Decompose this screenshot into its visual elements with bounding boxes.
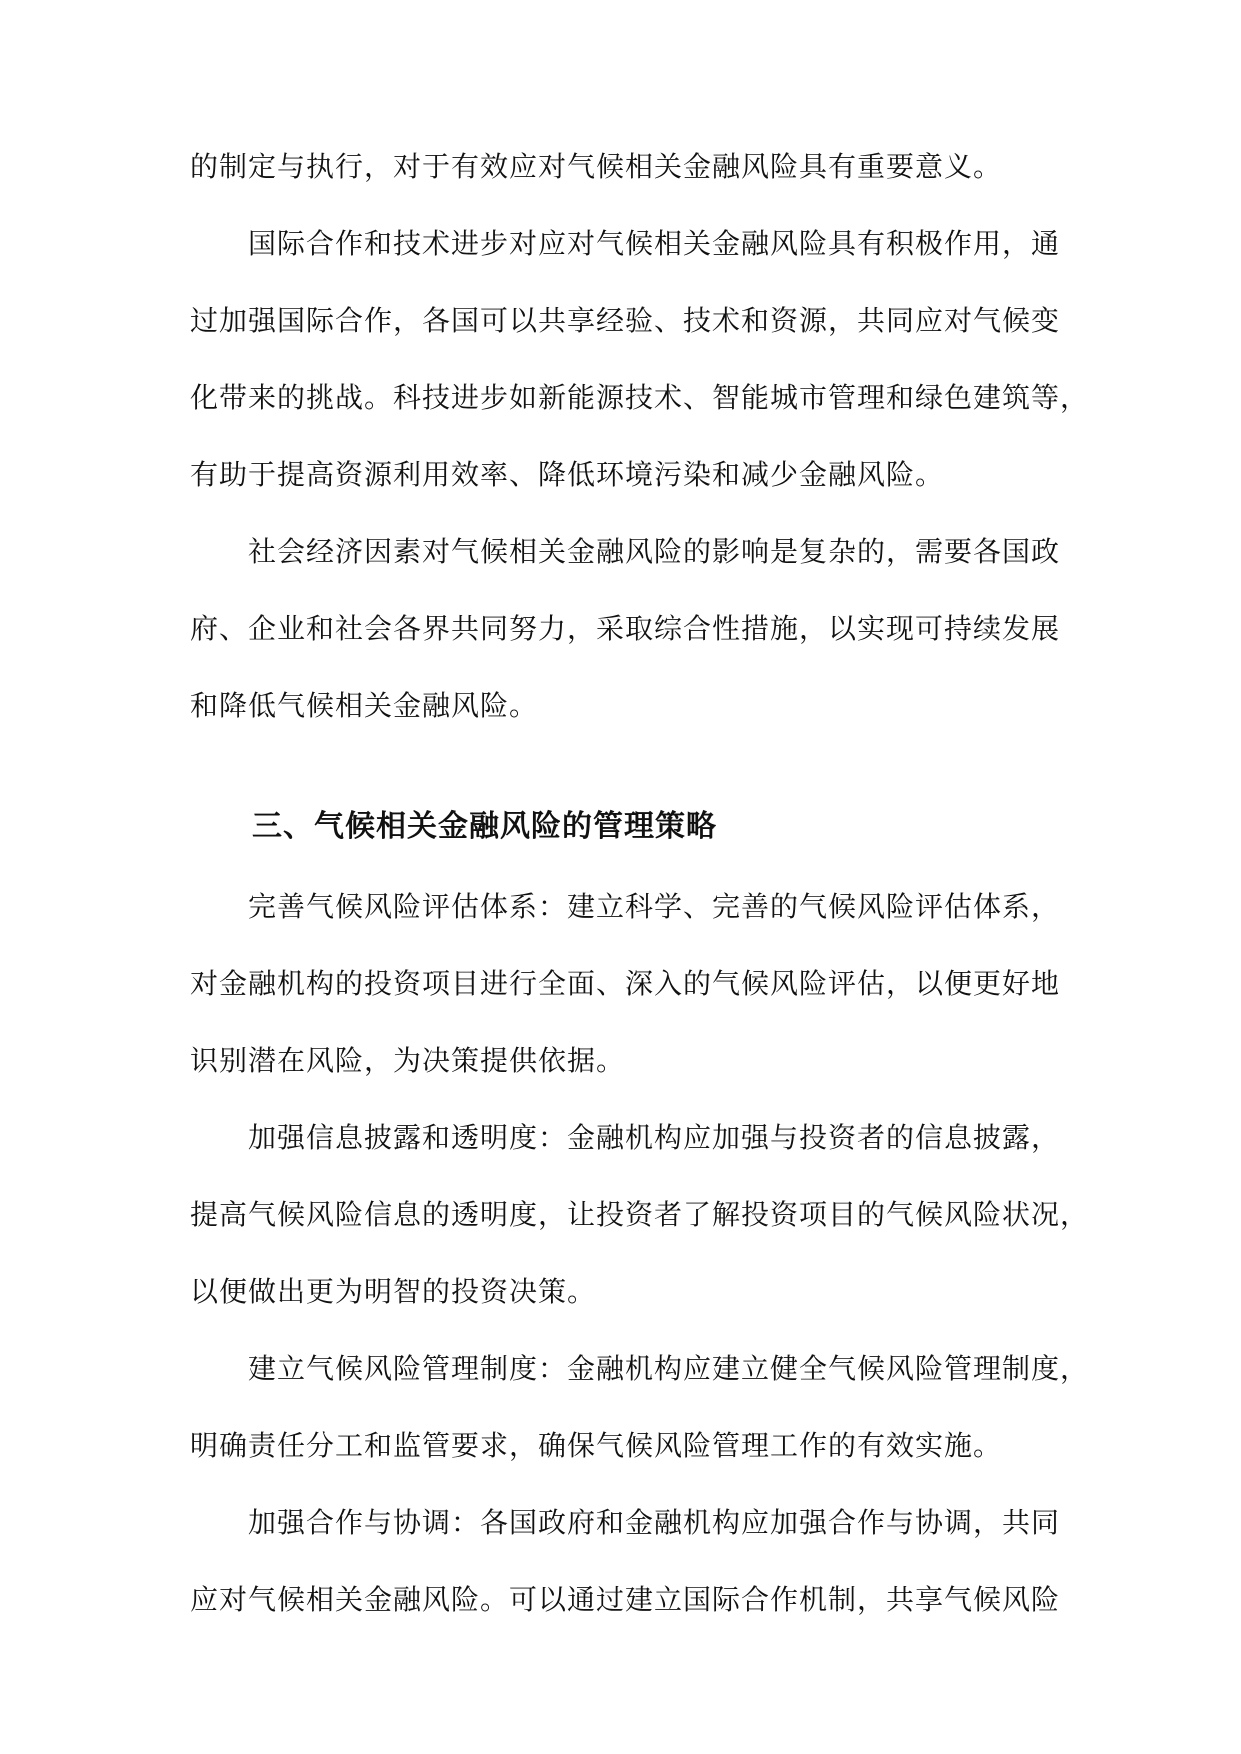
text-line: 过加强国际合作，各国可以共享经验、技术和资源，共同应对气候变 xyxy=(190,304,1061,337)
text-line: 和降低气候相关金融风险。 xyxy=(190,689,539,722)
text-line: 以便做出更为明智的投资决策。 xyxy=(190,1275,597,1308)
text-line: 明确责任分工和监管要求，确保气候风险管理工作的有效实施。 xyxy=(190,1429,1003,1462)
text-line: 加强合作与协调：各国政府和金融机构应加强合作与协调，共同 xyxy=(248,1506,1061,1539)
text-line: 完善气候风险评估体系：建立科学、完善的气候风险评估体系， xyxy=(248,890,1061,923)
text-line: 社会经济因素对气候相关金融风险的影响是复杂的，需要各国政 xyxy=(248,535,1061,568)
text-line: 识别潜在风险，为决策提供依据。 xyxy=(190,1044,626,1077)
text-line: 对金融机构的投资项目进行全面、深入的气候风险评估，以便更好地 xyxy=(190,967,1061,1000)
text-line: 的制定与执行，对于有效应对气候相关金融风险具有重要意义。 xyxy=(190,150,1003,183)
text-line: 国际合作和技术进步对应对气候相关金融风险具有积极作用，通 xyxy=(248,227,1061,260)
paragraph-disclosure xyxy=(190,1099,1090,1330)
text-line: 提高气候风险信息的透明度，让投资者了解投资项目的气候风险状况， xyxy=(190,1198,1090,1231)
text-line: 建立气候风险管理制度：金融机构应建立健全气候风险管理制度， xyxy=(248,1352,1090,1385)
text-line: 有助于提高资源利用效率、降低环境污染和减少金融风险。 xyxy=(190,458,945,491)
paragraph-socioeconomic-factors xyxy=(190,513,1060,744)
paragraph-continuation xyxy=(190,128,1060,205)
text-line: 府、企业和社会各界共同努力，采取综合性措施，以实现可持续发展 xyxy=(190,612,1061,645)
text-line: 应对气候相关金融风险。可以通过建立国际合作机制，共享气候风险 xyxy=(190,1583,1061,1616)
paragraph-cooperation-coordination xyxy=(190,1484,1060,1638)
paragraph-risk-assessment xyxy=(190,868,1060,1099)
paragraph-management-system xyxy=(190,1330,1090,1484)
page-content xyxy=(190,128,1090,1638)
paragraph-international-cooperation xyxy=(190,205,1090,513)
section-heading: 三、气候相关金融风险的管理策略 xyxy=(252,809,717,844)
text-line: 化带来的挑战。科技进步如新能源技术、智能城市管理和绿色建筑等， xyxy=(190,381,1090,414)
text-line: 加强信息披露和透明度：金融机构应加强与投资者的信息披露， xyxy=(248,1121,1061,1154)
